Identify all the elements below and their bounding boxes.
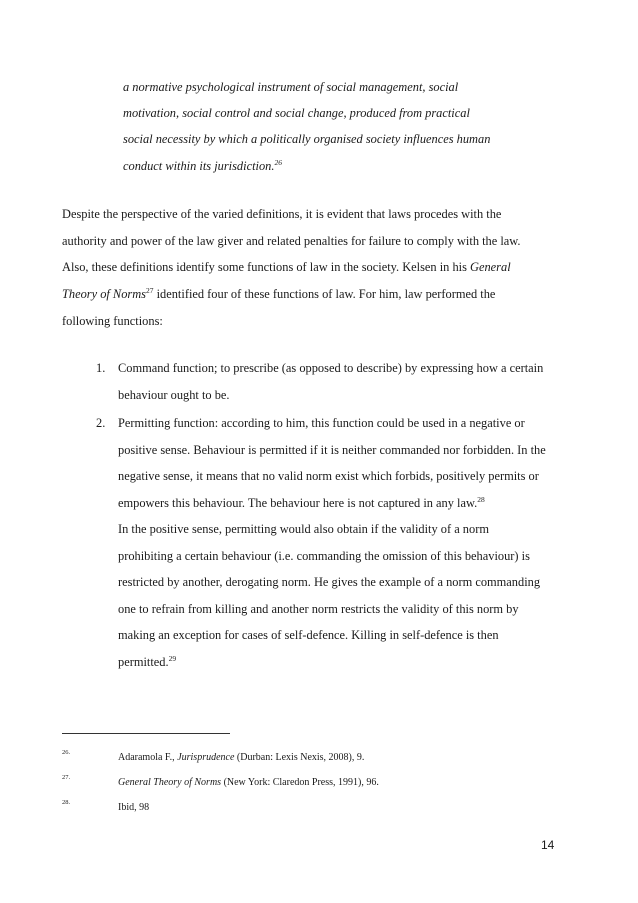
paragraph-line: Also, these definitions identify some functions of law in the society. Kelsen in his General — [62, 260, 511, 275]
list-line: negative sense, it means that no valid norm exist which forbids, positively permits or — [118, 469, 539, 483]
list-line: Command function; to prescribe (as opposed to describe) by expressing how a certain — [118, 361, 544, 375]
list-line: In the positive sense, permitting would also obtain if the validity of a norm — [118, 522, 489, 536]
paragraph-line: authority and power of the law giver and related penalties for failure to comply with the law. — [62, 233, 521, 248]
list-line: one to refrain from killing and another norm restricts the validity of this norm by — [118, 601, 519, 616]
list-line: restricted by another, derogating norm. He gives the example of a norm commanding — [118, 575, 541, 589]
book-title: Theory of Norms — [62, 287, 146, 302]
list-line: behaviour ought to be. — [118, 387, 230, 402]
footnote-ref-26[interactable]: 26 — [274, 157, 282, 167]
list-item — [96, 355, 576, 408]
footnote-divider — [62, 733, 230, 734]
quote-line: social necessity by which a politically organised society influences human — [123, 132, 491, 147]
footnote-number: 27. — [62, 774, 71, 781]
paragraph-line: Theory of Norms$^{27}$ identified four of these functions of law. For him, law performed the — [62, 285, 496, 302]
list-item — [96, 410, 576, 675]
quote-line: a normative psychological instrument of social management, social — [123, 80, 459, 94]
list-number: 1. — [96, 361, 106, 375]
list-line: prohibiting a certain behaviour (i.e. commanding the omission of this behaviour) is — [118, 548, 530, 563]
footnote-number: 26. — [62, 749, 71, 756]
list-line: making an exception for cases of self-defence. Killing in self-defence is then — [118, 628, 499, 642]
list-number: 2. — [96, 416, 106, 430]
footnote-text: Ibid, 98 — [118, 802, 150, 813]
list-line: permitted.$^{29}$ — [118, 653, 177, 669]
footnote-text: Adaramola F., Jurisprudence (Durban: Lexis Nexis, 2008), 9. — [118, 752, 365, 763]
book-title: General — [470, 260, 511, 275]
page-number: 14 — [541, 838, 555, 852]
footnote-ref-27[interactable]: 27 — [146, 285, 154, 295]
block-quote — [123, 74, 543, 179]
paragraph-line: following functions: — [62, 313, 163, 328]
quote-line: motivation, social control and social change, produced from practical — [123, 106, 470, 121]
footnote-text: General Theory of Norms (New York: Claredon Press, 1991), 96. — [118, 777, 379, 788]
quote-line: conduct within its jurisdiction.$^{26}$ — [123, 157, 282, 173]
footnote-ref-28[interactable]: 28 — [477, 494, 485, 504]
footnote-ref-29[interactable]: 29 — [168, 653, 177, 663]
paragraph-line: Despite the perspective of the varied definitions, it is evident that laws procedes with the — [62, 207, 502, 221]
footnote-number: 28. — [62, 799, 71, 806]
body-paragraph — [62, 201, 582, 335]
list-line: positive sense. Behaviour is permitted if it is neither commanded nor forbidden. In the — [118, 442, 546, 457]
list-line: Permitting function: according to him, this function could be used in a negative or — [118, 416, 525, 430]
functions-list — [96, 355, 576, 675]
list-line: empowers this behaviour. The behaviour here is not captured in any law.$^{28}$ — [118, 494, 485, 510]
